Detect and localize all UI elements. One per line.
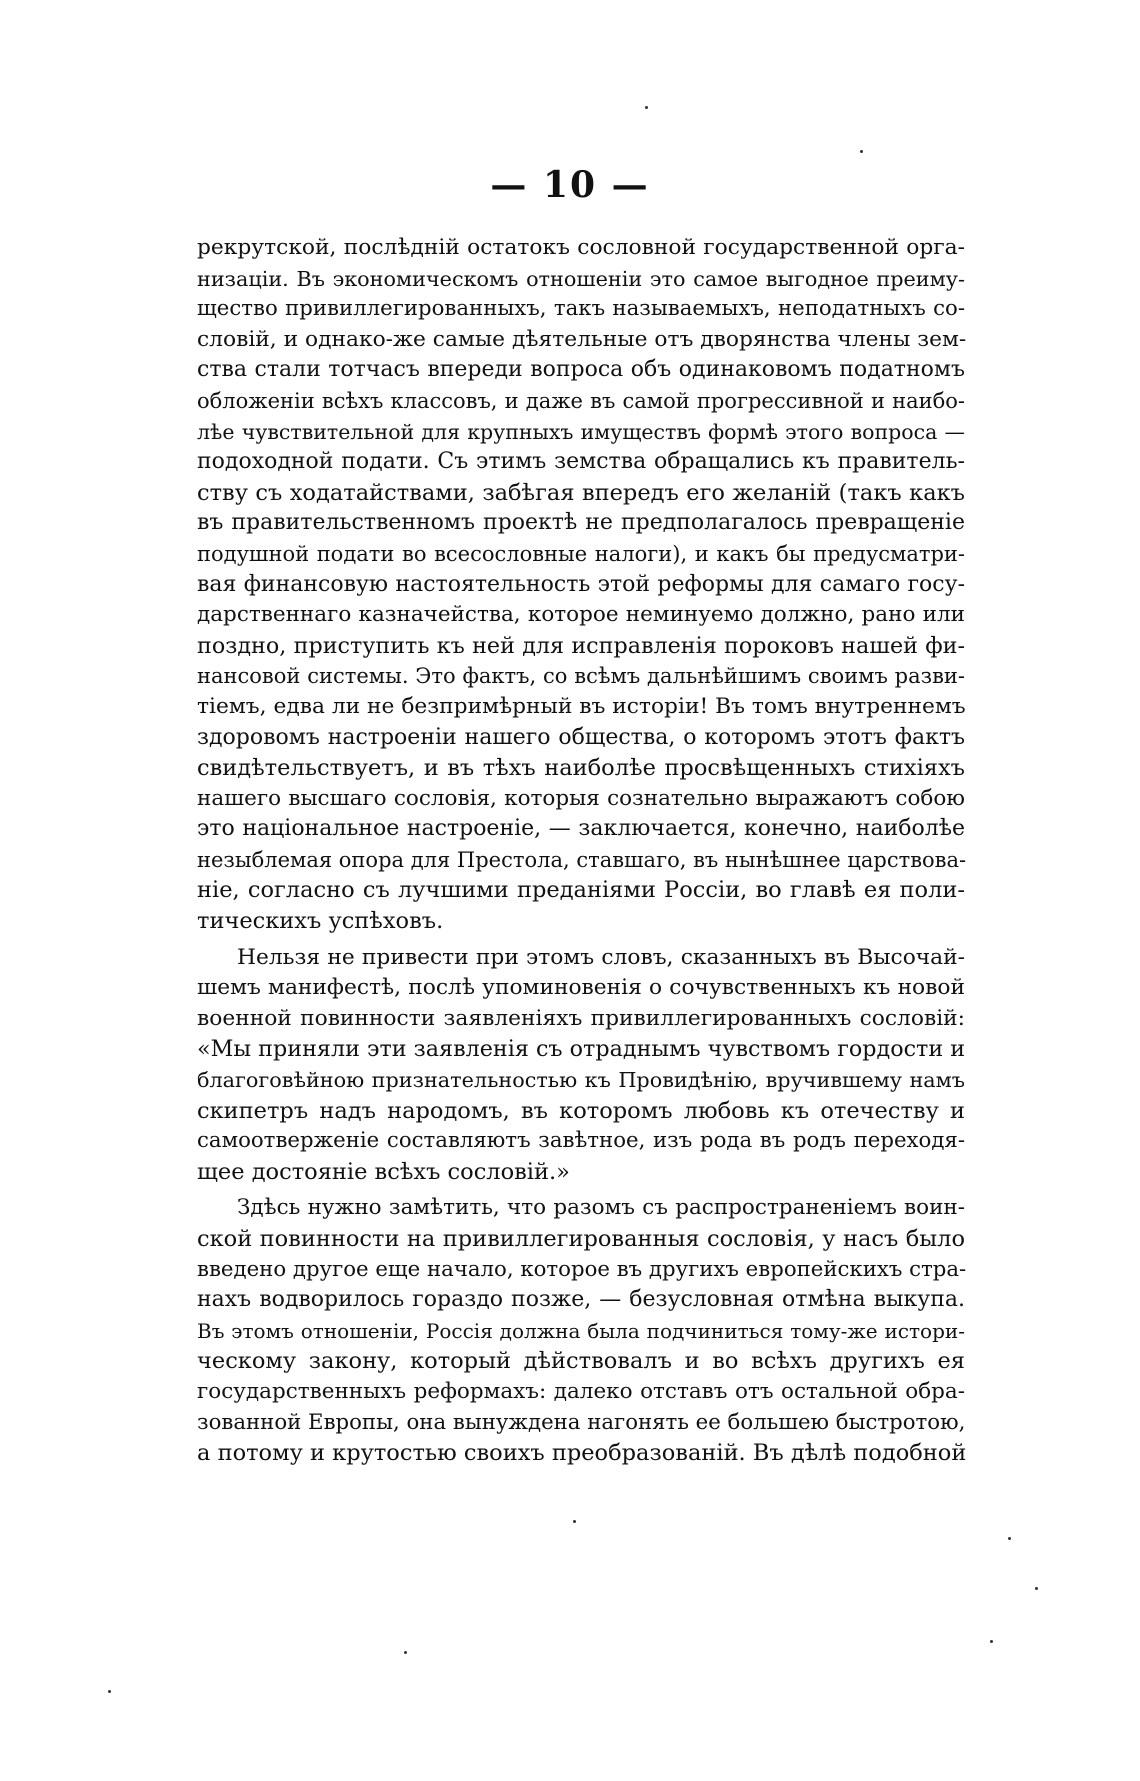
paragraph-3: [197, 1193, 965, 1468]
text-line: словій, и однако-же самые дѣятельные отъ дворянства члены зем-: [197, 326, 967, 352]
text-line: тіемъ, едва ли не безпримѣрный въ исторіи! Въ томъ внутреннемъ: [197, 693, 966, 719]
text-line: введено другое еще начало, которое въ другихъ европейскихъ стра-: [197, 1256, 967, 1282]
text-line: поздно, приступить къ ней для исправленія пороковъ нашей фи-: [197, 632, 965, 659]
text-line: незыблемая опора для Престола, ставшаго, въ нынѣшнее царствова-: [197, 847, 967, 872]
scan-speck: [404, 1651, 407, 1654]
text-line: государственныхъ реформахъ: далеко отставъ отъ остальной обра-: [197, 1378, 965, 1404]
text-line: щее достояніе всѣхъ сословій.»: [197, 1158, 570, 1185]
text-line: тическихъ успѣховъ.: [197, 908, 444, 935]
text-line: щество привиллегированныхъ, такъ называемыхъ, неподатныхъ со-: [197, 296, 965, 322]
text-line: благоговѣйною признательностью къ Провидѣнію, вручившему намъ: [197, 1068, 965, 1093]
page-number: — 10 —: [490, 164, 650, 206]
scan-speck: [573, 1520, 576, 1523]
paragraph-2: [197, 943, 965, 1188]
text-line: ческому закону, который дѣйствовалъ и во всѣхъ другихъ ея: [197, 1348, 965, 1375]
text-line: подоходной подати. Съ этимъ земства обращались къ правитель-: [197, 449, 965, 475]
text-line: обложеніи всѣхъ классовъ, и даже въ самой прогрессивной и наибо-: [197, 388, 965, 413]
body-text: [197, 233, 965, 1469]
text-line: свидѣтельствуетъ, и въ тѣхъ наиболѣе просвѣщенныхъ стихіяхъ: [197, 755, 965, 782]
text-line: нахъ водворилось гораздо позже, — безусловная отмѣна выкупа.: [197, 1287, 965, 1313]
text-line: ской повинности на привиллегированныя сословія, у насъ было: [197, 1226, 965, 1252]
text-line: ніе, согласно съ лучшими преданіями Россіи, во главѣ ея поли-: [197, 877, 965, 904]
text-line: низаціи. Въ экономическомъ отношеніи это самое выгодное преиму-: [197, 266, 965, 291]
text-line: рекрутской, послѣдній остатокъ сословной государственной орга-: [197, 235, 965, 260]
paragraph-1: [197, 233, 965, 937]
text-line: Въ этомъ отношеніи, Россія должна была подчиниться тому-же истори-: [197, 1318, 965, 1343]
scan-speck: [990, 1640, 993, 1643]
text-line: дарственнаго казначейства, которое неминуемо должно, рано или: [197, 602, 965, 628]
text-line: скипетръ надъ народомъ, въ которомъ любовь къ отечеству и: [197, 1097, 965, 1124]
text-line: вая финансовую настоятельность этой реформы для самаго госу-: [197, 571, 965, 597]
text-line: Нельзя не привести при этомъ словъ, сказанныхъ въ Высочай-: [237, 944, 965, 970]
text-line: лѣе чувствительной для крупныхъ имуществъ формѣ этого вопроса —: [197, 419, 965, 444]
text-line: самоотверженіе составляютъ завѣтное, изъ рода въ родъ переходя-: [197, 1128, 965, 1154]
text-line: а потому и крутостью своихъ преобразованій. Въ дѣлѣ подобной: [197, 1440, 967, 1467]
text-line: здоровомъ настроеніи нашего общества, о которомъ этотъ фактъ: [197, 724, 965, 750]
text-line: подушной подати во всесословные налоги), и какъ бы предусматри-: [197, 541, 965, 566]
scan-speck: [860, 150, 863, 153]
text-line: это національное настроеніе, — заключается, конечно, наиболѣе: [197, 816, 965, 842]
text-line: «Мы приняли эти заявленія съ отраднымъ чувствомъ гордости и: [197, 1036, 966, 1063]
scan-speck: [108, 1690, 111, 1693]
text-line: нашего высшаго сословія, которыя сознательно выражаютъ собою: [197, 785, 965, 811]
scan-speck: [1035, 1587, 1038, 1590]
text-line: въ правительственномъ проектѣ не предполагалось превращеніе: [197, 510, 965, 536]
text-line: шемъ манифестѣ, послѣ упоминовенія о сочувственныхъ къ новой: [197, 975, 965, 1001]
text-line: зованной Европы, она вынуждена нагонять ее большею быстротою,: [197, 1409, 966, 1435]
text-line: ству съ ходатайствами, забѣгая впередъ его желаній (такъ какъ: [197, 479, 965, 506]
text-line: ства стали тотчасъ впереди вопроса объ одинаковомъ податномъ: [197, 357, 965, 383]
text-line: военной повинности заявленіяхъ привиллегированныхъ сословій:: [197, 1005, 965, 1031]
text-line: Здѣсь нужно замѣтить, что разомъ съ распространеніемъ воин-: [237, 1195, 965, 1221]
scan-speck: [645, 106, 648, 109]
scan-speck: [1008, 1537, 1011, 1540]
text-line: нансовой системы. Это фактъ, со всѣмъ дальнѣйшимъ своимъ разви-: [197, 664, 965, 689]
